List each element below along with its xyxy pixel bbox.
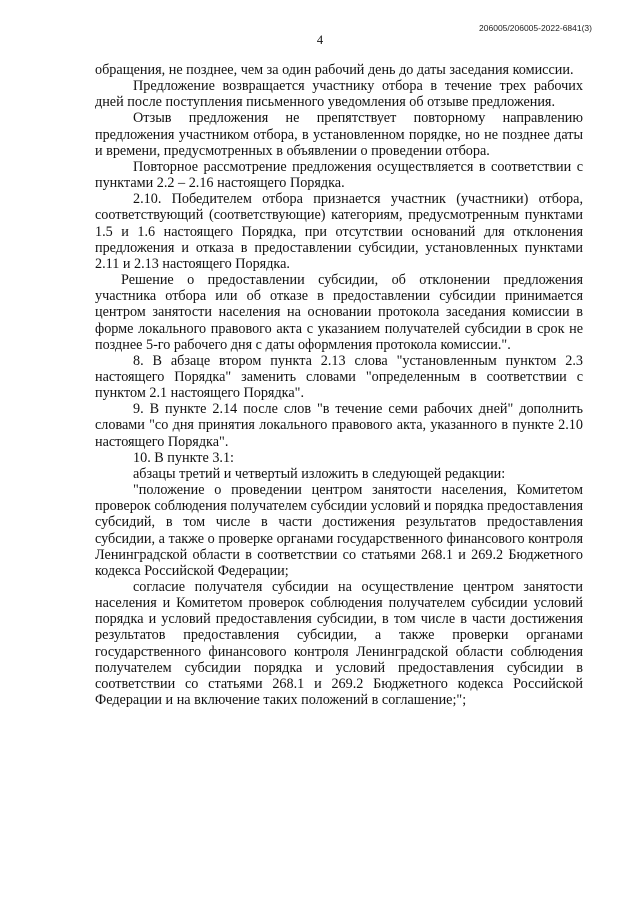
- paragraph: 2.10. Победителем отбора признается участник (участники) отбора, соответствующий (соответствующие) категориям, предусмотренным пунктами 1.5 и 1.6 настоящего Порядка, при отсутствии оснований для отклонения предложения и отказа в предоставлении субсидии, установленных пунктами 2.11 и 2.13 настоящего Порядка.: [95, 191, 583, 272]
- document-body: [95, 62, 583, 708]
- paragraph: обращения, не позднее, чем за один рабочий день до даты заседания комиссии.: [95, 62, 574, 78]
- document-id: 206005/206005-2022-6841(3): [479, 23, 592, 33]
- paragraph: 8. В абзаце втором пункта 2.13 слова "установленным пунктом 2.3 настоящего Порядка" заменить словами "определенным в соответствии с пунктом 2.1 настоящего Порядка".: [95, 352, 583, 402]
- paragraph: Решение о предоставлении субсидии, об отклонении предложения участника отбора или об отказе в предоставлении субсидии принимается центром занятости населения на основании протокола заседания комиссии в форме локального правового акта с указанием получателей субсидии в срок не позднее 5-го рабочего дня с даты оформления протокола комиссии.".: [95, 272, 583, 353]
- page-number: 4: [316, 33, 324, 47]
- paragraph: Предложение возвращается участнику отбора в течение трех рабочих дней после поступления письменного уведомления об отзыве предложения.: [95, 78, 583, 111]
- paragraph: "положение о проведении центром занятости населения, Комитетом проверок соблюдения получателем субсидии условий и порядка предоставления субсидий, в том числе в части достижения результатов предоставления субсидии, а также о проверке органами государственного финансового контроля Ленинградской области в соответствии со статьями 268.1 и 269.2 Бюджетного кодекса Российской Федерации;: [95, 482, 583, 579]
- paragraph: 10. В пункте 3.1:: [133, 449, 234, 466]
- paragraph: Повторное рассмотрение предложения осуществляется в соответствии с пунктами 2.2 – 2.16 настоящего Порядка.: [95, 158, 583, 192]
- paragraph: Отзыв предложения не препятствует повторному направлению предложения участником отбора, в установленном порядке, но не позднее даты и времени, предусмотренных в объявлении о проведении отбора.: [95, 110, 583, 159]
- paragraph: согласие получателя субсидии на осуществление центром занятости населения и Комитетом проверок соблюдения получателем субсидии условий порядка и условий предоставления субсидии, в том числе в части достижения результатов предоставления субсидии, а также проверки органами государственного финансового контроля Ленинградской области соблюдения получателем субсидии порядка и условий предоставления субсидии в соответствии со статьями 268.1 и 269.2 Бюджетного кодекса Российской Федерации и на включение таких положений в соглашение;";: [95, 579, 583, 709]
- paragraph: 9. В пункте 2.14 после слов "в течение семи рабочих дней" дополнить словами "со дня принятия локального правового акта, указанного в пункте 2.10 настоящего Порядка".: [95, 401, 583, 450]
- paragraph: абзацы третий и четвертый изложить в следующей редакции:: [133, 465, 506, 482]
